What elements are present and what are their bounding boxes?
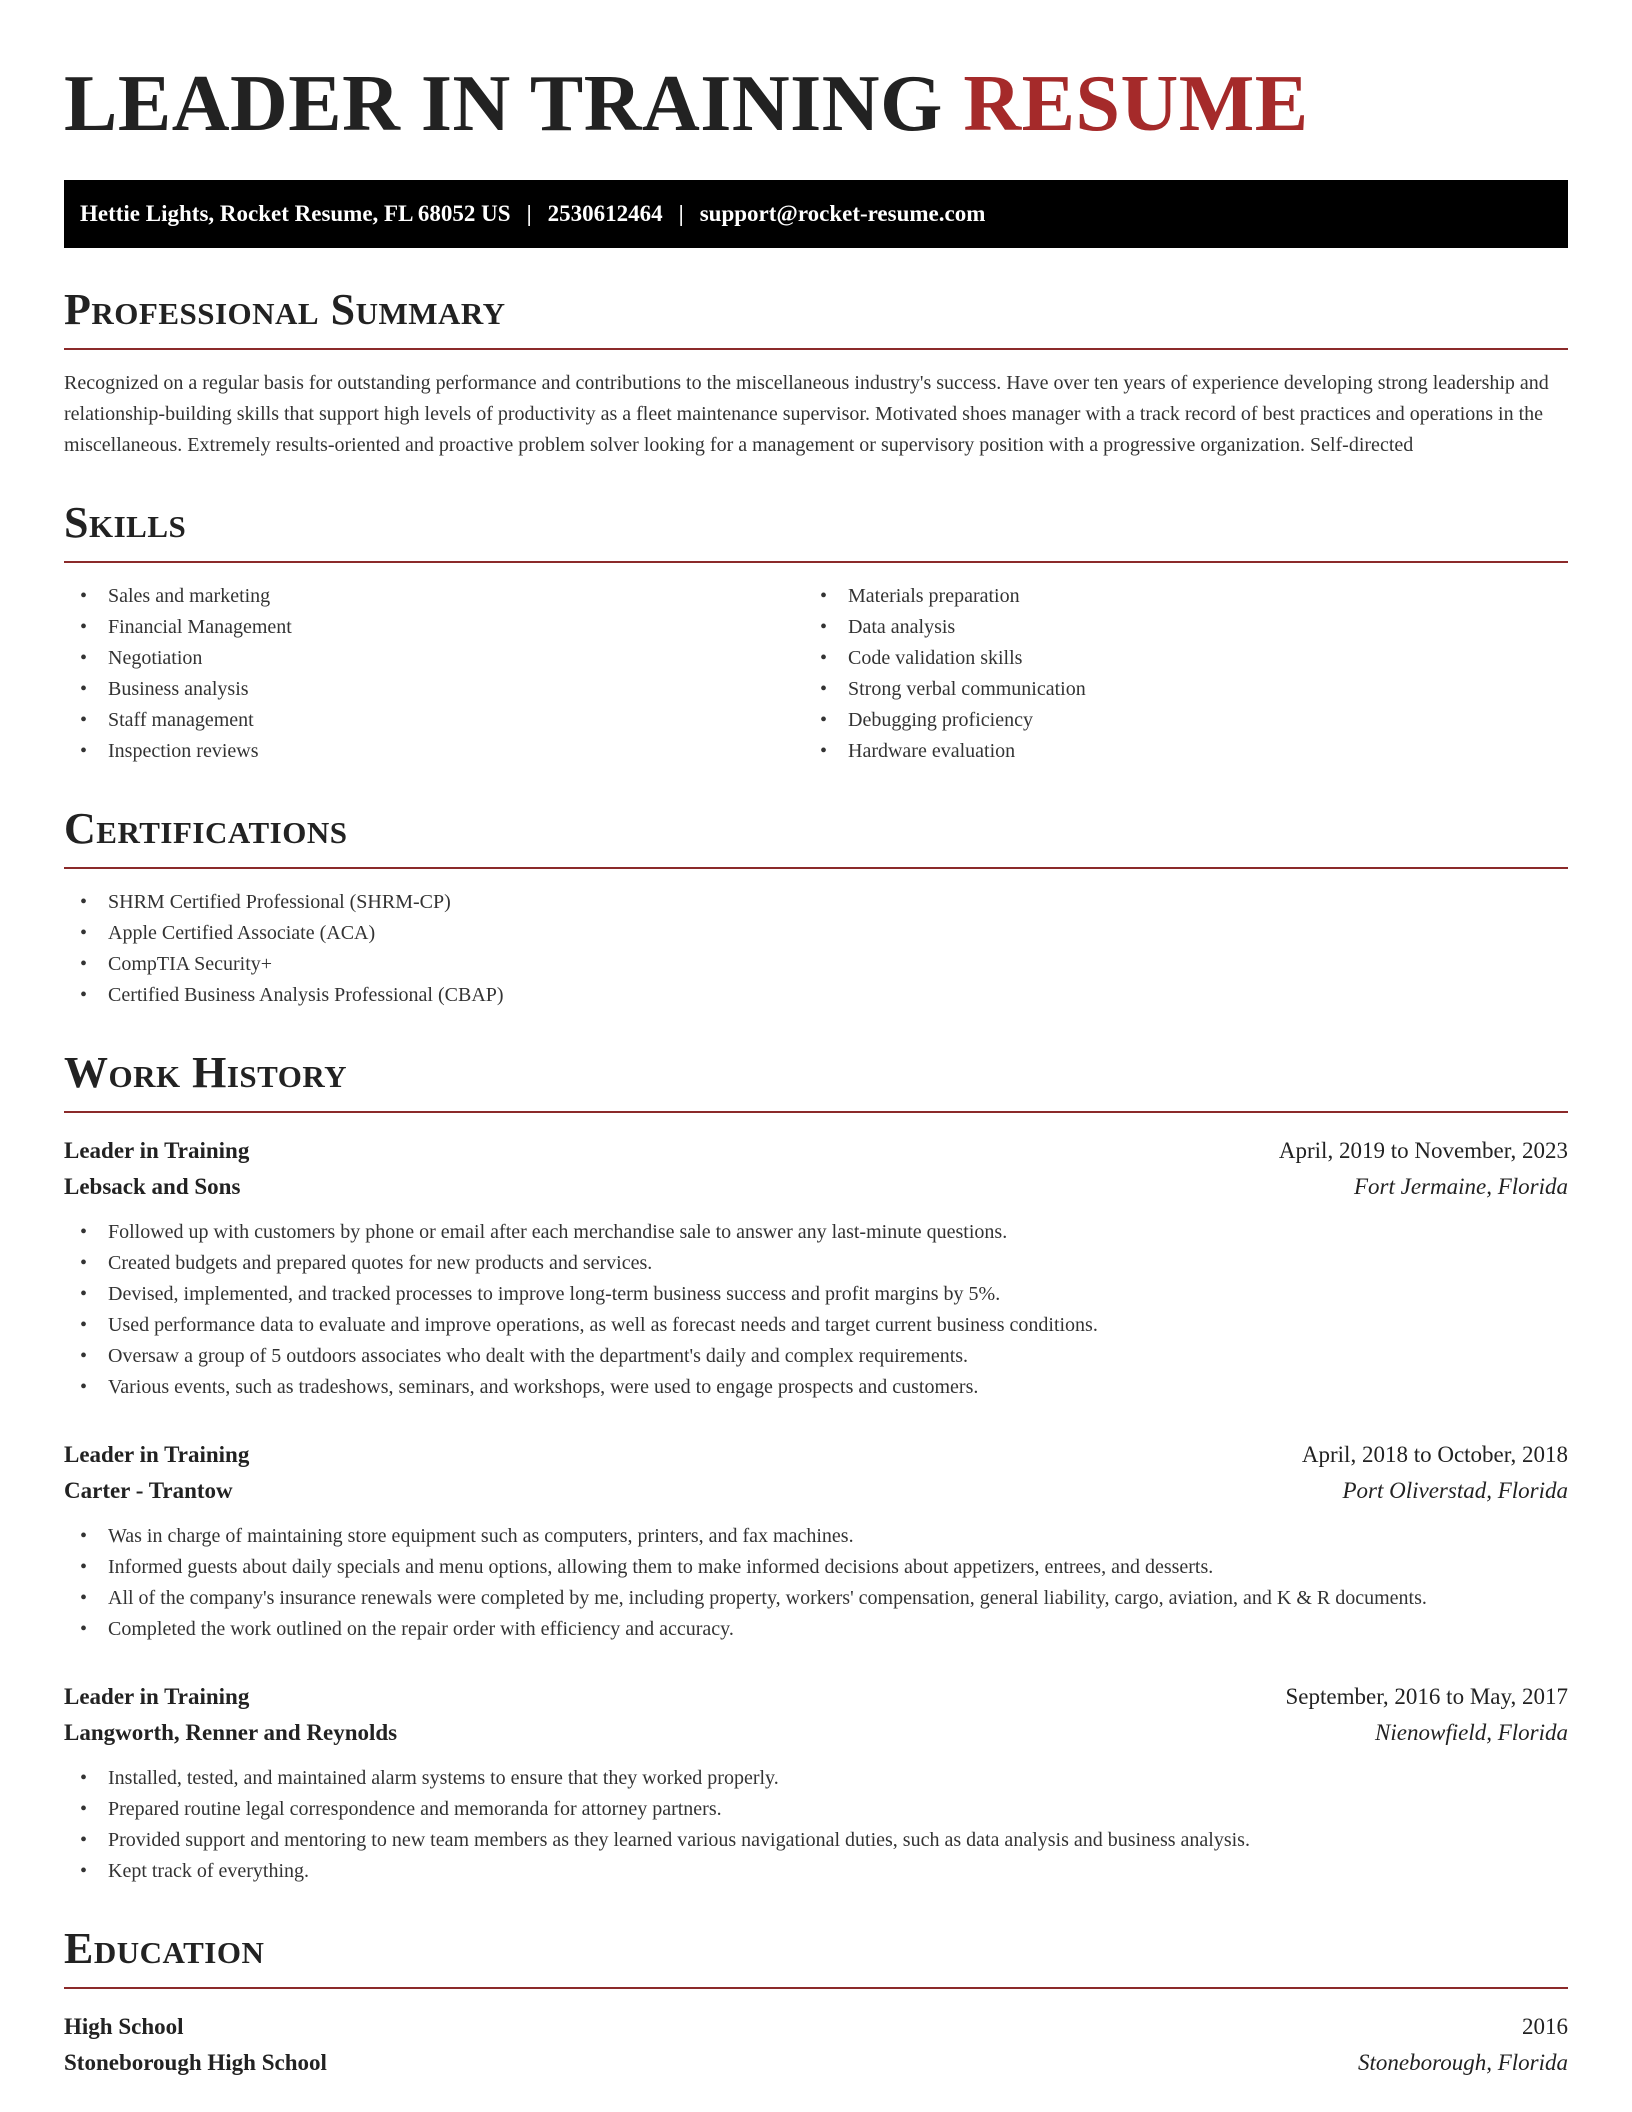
job-duty: • Used performance data to evaluate and improve operations, as well as forecast needs and target current business conditions. xyxy=(64,1310,1568,1341)
job-duty: • Provided support and mentoring to new team members as they learned various navigational duties, such as data analysis and business analysis. xyxy=(64,1825,1568,1856)
skill-item: • Hardware evaluation xyxy=(804,736,1544,767)
title-main: LEADER IN TRAINING xyxy=(64,60,943,148)
work-history-heading: Work History xyxy=(64,1051,1568,1113)
skills-left-list xyxy=(64,581,804,767)
job-title: Leader in Training xyxy=(64,1684,250,1709)
certification-item: • CompTIA Security+ xyxy=(64,949,1568,980)
contact-separator: | xyxy=(678,201,684,226)
job-dates: April, 2018 to October, 2018 xyxy=(1301,1442,1568,1467)
summary-section xyxy=(64,285,1568,461)
job-duties-list xyxy=(64,1217,1568,1403)
contact-bar xyxy=(64,180,1568,248)
education-entry xyxy=(64,2009,1568,2081)
job-company-row xyxy=(64,1169,1568,1205)
contact-separator: | xyxy=(526,201,532,226)
education-section xyxy=(64,1924,1568,2081)
job-duty: • Completed the work outlined on the repair order with efficiency and accuracy. xyxy=(64,1614,1568,1645)
education-school-row xyxy=(64,2045,1568,2081)
job-duties-list xyxy=(64,1521,1568,1645)
job-duty: • Followed up with customers by phone or email after each merchandise sale to answer any last-minute questions. xyxy=(64,1217,1568,1248)
job-duty: • Was in charge of maintaining store equipment such as computers, printers, and fax machines. xyxy=(64,1521,1568,1552)
certifications-list xyxy=(64,887,1568,1011)
certifications-heading: Certifications xyxy=(64,807,1568,869)
education-school: Stoneborough High School xyxy=(64,2050,327,2075)
job-duty: • Various events, such as tradeshows, seminars, and workshops, were used to engage prospects and customers. xyxy=(64,1372,1568,1403)
education-degree: High School xyxy=(64,2014,184,2039)
job-header-row xyxy=(64,1437,1568,1473)
skill-item: • Financial Management xyxy=(64,612,804,643)
skill-item: • Inspection reviews xyxy=(64,736,804,767)
contact-email: support@rocket-resume.com xyxy=(699,201,986,226)
job-entry xyxy=(64,1679,1568,1887)
skills-right-list xyxy=(804,581,1544,767)
job-duty: • Kept track of everything. xyxy=(64,1856,1568,1887)
title-accent: RESUME xyxy=(963,60,1309,148)
job-duty: • Prepared routine legal correspondence and memoranda for attorney partners. xyxy=(64,1794,1568,1825)
certification-item: • Apple Certified Associate (ACA) xyxy=(64,918,1568,949)
job-header-row xyxy=(64,1679,1568,1715)
job-company: Carter - Trantow xyxy=(64,1478,233,1503)
job-location: Nienowfield, Florida xyxy=(1375,1720,1568,1745)
skills-heading: Skills xyxy=(64,501,1568,563)
job-location: Port Oliverstad, Florida xyxy=(1342,1478,1568,1503)
job-duty: • Installed, tested, and maintained alarm systems to ensure that they worked properly. xyxy=(64,1763,1568,1794)
certifications-section xyxy=(64,804,1568,1011)
resume-title xyxy=(64,60,1568,148)
education-location: Stoneborough, Florida xyxy=(1358,2050,1568,2075)
skill-item: • Strong verbal communication xyxy=(804,674,1544,705)
job-company-row xyxy=(64,1473,1568,1509)
job-title: Leader in Training xyxy=(64,1138,250,1163)
skills-section xyxy=(64,498,1568,767)
skill-item: • Staff management xyxy=(64,705,804,736)
education-heading: Education xyxy=(64,1927,1568,1989)
job-entry xyxy=(64,1133,1568,1403)
job-duty: • All of the company's insurance renewals were completed by me, including property, workers' compensation, general liability, cargo, aviation, and K & R documents. xyxy=(64,1583,1568,1614)
skill-item: • Debugging proficiency xyxy=(804,705,1544,736)
job-header-row xyxy=(64,1133,1568,1169)
skill-item: • Negotiation xyxy=(64,643,804,674)
summary-heading: Professional Summary xyxy=(64,288,1568,350)
certification-item: • SHRM Certified Professional (SHRM-CP) xyxy=(64,887,1568,918)
education-year: 2016 xyxy=(1522,2014,1568,2039)
contact-phone: 2530612464 xyxy=(547,201,663,226)
job-dates: September, 2016 to May, 2017 xyxy=(1285,1684,1568,1709)
skill-item: • Code validation skills xyxy=(804,643,1544,674)
skill-item: • Data analysis xyxy=(804,612,1544,643)
skill-item: • Sales and marketing xyxy=(64,581,804,612)
job-location: Fort Jermaine, Florida xyxy=(1354,1174,1568,1199)
job-company: Langworth, Renner and Reynolds xyxy=(64,1720,398,1745)
job-title: Leader in Training xyxy=(64,1442,250,1467)
job-duty: • Informed guests about daily specials and menu options, allowing them to make informed decisions about appetizers, entrees, and desserts. xyxy=(64,1552,1568,1583)
job-company: Lebsack and Sons xyxy=(64,1174,241,1199)
certification-item: • Certified Business Analysis Professional (CBAP) xyxy=(64,980,1568,1011)
job-duty: • Oversaw a group of 5 outdoors associates who dealt with the department's daily and complex requirements. xyxy=(64,1341,1568,1372)
job-duties-list xyxy=(64,1763,1568,1887)
education-degree-row xyxy=(64,2009,1568,2045)
work-history-section xyxy=(64,1048,1568,1887)
skill-item: • Materials preparation xyxy=(804,581,1544,612)
skill-item: • Business analysis xyxy=(64,674,804,705)
contact-address: Hettie Lights, Rocket Resume, FL 68052 US xyxy=(80,201,511,226)
job-duty: • Devised, implemented, and tracked processes to improve long-term business success and profit margins by 5%. xyxy=(64,1279,1568,1310)
job-dates: April, 2019 to November, 2023 xyxy=(1278,1138,1568,1163)
job-entry xyxy=(64,1437,1568,1645)
job-duty: • Created budgets and prepared quotes for new products and services. xyxy=(64,1248,1568,1279)
summary-text: Recognized on a regular basis for outstanding performance and contributions to the miscellaneous industry's success. Have over ten years of experience developing strong leadership and relationship-building skills that support high levels of productivity as a fleet maintenance supervisor. Motivated shoes manager with a track record of best practices and operations in the miscellaneous. Extremely results-oriented and proactive problem solver looking for a management or supervisory position with a progressive organization. Self-directed xyxy=(64,372,1549,456)
skills-grid xyxy=(64,563,1568,767)
job-company-row xyxy=(64,1715,1568,1751)
